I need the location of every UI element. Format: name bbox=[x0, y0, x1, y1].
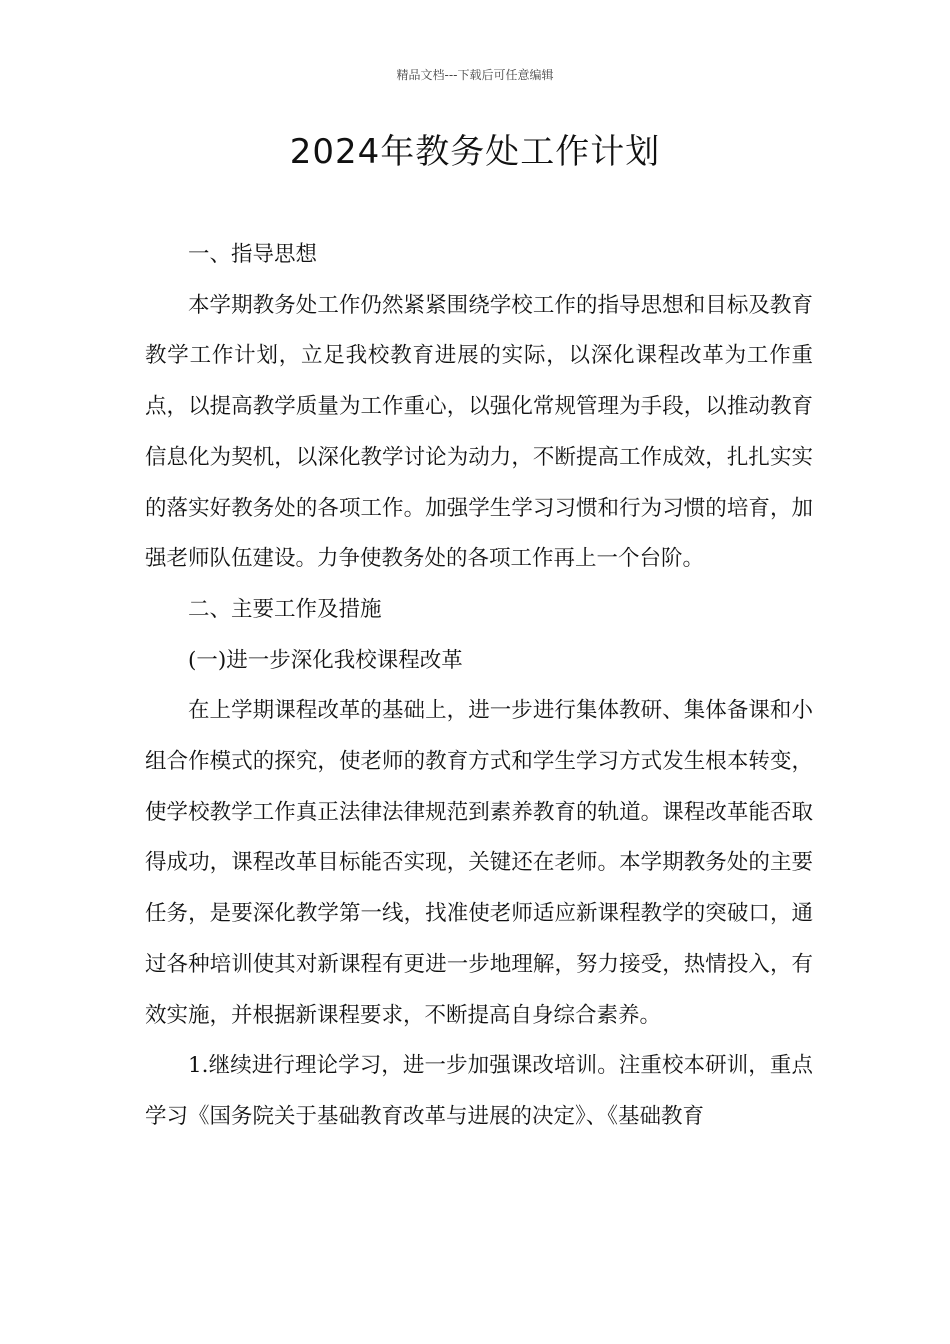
subsection-heading: (一)进一步深化我校课程改革 bbox=[188, 647, 463, 673]
header-note: 精品文档---下载后可任意编辑 bbox=[396, 68, 554, 82]
document-title: 2024年教务处工作计划 bbox=[289, 132, 661, 172]
body-paragraph: 1.继续进行理论学习，进一步加强课改培训。注重校本研训，重点学习《国务院关于基础教育改革与进展的决定》、《基础教育 bbox=[145, 1053, 813, 1129]
document-body bbox=[145, 230, 813, 1143]
body-paragraph: 在上学期课程改革的基础上，进一步进行集体教研、集体备课和小组合作模式的探究，使老师的教育方式和学生学习方式发生根本转变，使学校教学工作真正法律法律规范到素养教育的轨道。课程改革能否取得成功，课程改革目标能否实现，关键还在老师。本学期教务处的主要任务，是要深化教学第一线，找准使老师适应新课程教学的突破口，通过各种培训使其对新课程有更进一步地理解，努力接受，热情投入，有效实施，并根据新课程要求，不断提高自身综合素养。 bbox=[145, 698, 813, 1028]
section-heading: 二、主要工作及措施 bbox=[188, 596, 382, 622]
section-heading: 一、指导思想 bbox=[188, 242, 318, 267]
body-paragraph: 本学期教务处工作仍然紧紧围绕学校工作的指导思想和目标及教育教学工作计划，立足我校教育进展的实际，以深化课程改革为工作重点，以提高教学质量为工作重心，以强化常规管理为手段，以推动教育信息化为契机，以深化教学讨论为动力，不断提高工作成效，扎扎实实的落实好教务处的各项工作。加强学生学习习惯和行为习惯的培育，加强老师队伍建设。力争使教务处的各项工作再上一个台阶。 bbox=[145, 292, 813, 572]
